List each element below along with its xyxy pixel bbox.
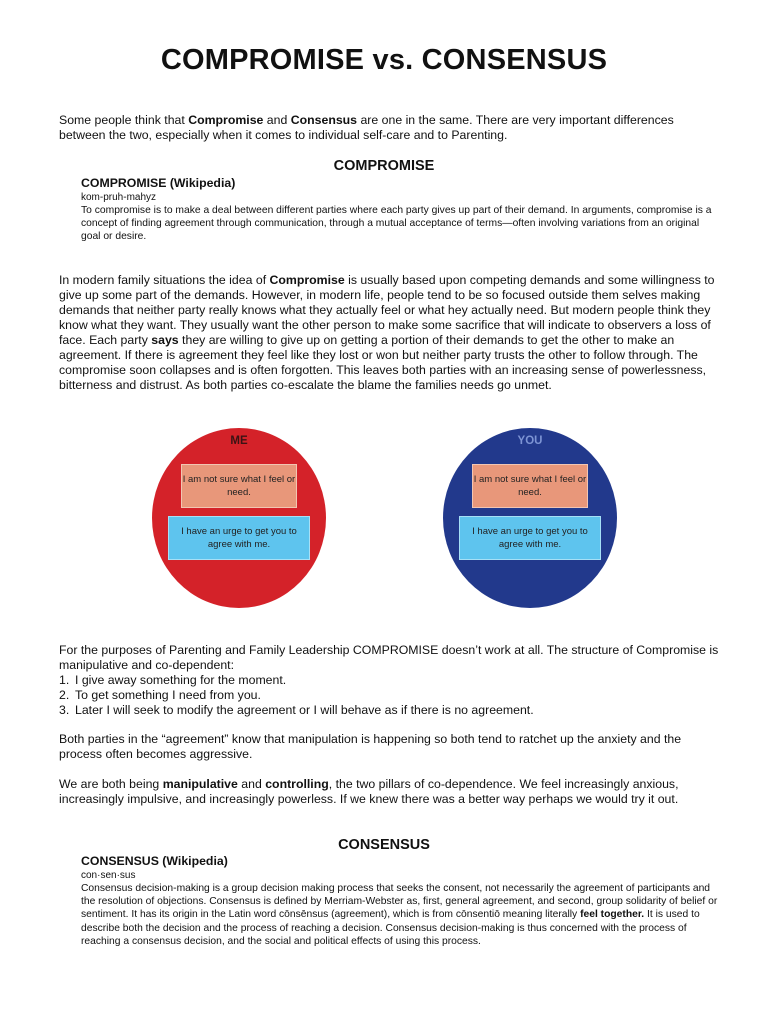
list-item-number: 3.	[59, 703, 70, 717]
consensus-text: It is used to describe both the decision and the process of reaching a decision. Consensus decision-making is thus concerned with the process of reaching a consensus decision, and the social and political effects of using this process.	[81, 909, 700, 947]
manipulative-text: We are both being	[59, 777, 163, 791]
me-feel-box: I am not sure what I feel or need.	[181, 464, 297, 508]
modern-family-paragraph	[59, 273, 719, 393]
modern-family-text: they are willing to give up on getting a portion of their demands to get the other to make an agreement. If there is agreement they feel like they lost or won but neither party trusts the other to follow through. The compromise soon collapses and is often forgotten. This leaves both parties with an increasing sense of powerlessness, bitterness and distrust. As both parties co-escalate the blame the families needs go unmet.	[59, 333, 707, 392]
list-item-text: To get something I need from you.	[75, 688, 261, 702]
me-label: ME	[230, 435, 248, 447]
compromise-pronunciation: kom-pruh-mahyz	[81, 192, 157, 203]
consensus-text: Consensus decision-making is a group decision making process that seeks the consent, not necessarily the agreement of participants and the resolution of objections. Consensus is defined by Merriam-Webster as, first, general agreement, and second, group solidarity of belief or sentiment. It has its origin in the Latin word cōnsēnsus (agreement), which is from cōnsentiō meaning literally	[81, 883, 718, 921]
section-heading-compromise: COMPROMISE	[333, 158, 435, 174]
manipulative-bold: manipulative	[162, 777, 238, 791]
intro-bold-compromise: Compromise	[188, 113, 264, 127]
manipulative-paragraph	[59, 777, 719, 807]
list-item-text: Later I will seek to modify the agreement or I will behave as if there is no agreement.	[75, 703, 534, 717]
manipulative-text: and	[237, 777, 266, 791]
you-label: YOU	[517, 435, 543, 447]
list-item	[59, 703, 719, 718]
section-heading-consensus: CONSENSUS	[338, 837, 430, 853]
intro-text: are one in the same. There are very important differences between the two, especially when it comes to individual self-care and to Parenting.	[59, 113, 674, 142]
list-item	[59, 688, 719, 703]
compromise-definition-text: To compromise is to make a deal between different parties where each party gives up part of their demand. In arguments, compromise is a concept of finding agreement through communication, through a mutual acceptance of terms—often involving variations from an original goal or desire.	[81, 205, 712, 243]
intro-paragraph	[59, 113, 719, 143]
me-urge-box: I have an urge to get you to agree with me.	[168, 516, 310, 560]
page-title: COMPROMISE vs. CONSENSUS	[160, 44, 608, 76]
modern-family-bold-compromise: Compromise	[269, 273, 345, 287]
compromise-definition-block	[81, 176, 721, 244]
purposes-paragraph: For the purposes of Parenting and Family Leadership COMPROMISE doesn’t work at all. The structure of Compromise is manipulative and co-dependent:	[59, 643, 719, 672]
me-circle	[152, 428, 326, 608]
list-item-text: I give away something for the moment.	[75, 673, 287, 687]
consensus-bold-feel-together: feel together.	[580, 909, 645, 921]
consensus-pronunciation: con·sen·sus	[81, 870, 136, 881]
modern-family-text: In modern family situations the idea of	[59, 273, 270, 287]
list-item-number: 1.	[59, 673, 70, 687]
you-urge-box: I have an urge to get you to agree with me.	[459, 516, 601, 560]
both-parties-paragraph: Both parties in the “agreement” know that manipulation is happening so both tend to ratchet up the anxiety and the process often becomes aggressive.	[59, 732, 682, 761]
consensus-definition-text	[81, 882, 721, 948]
list-item-number: 2.	[59, 688, 70, 702]
consensus-definition-block	[81, 854, 721, 948]
intro-text: Some people think that	[59, 113, 189, 127]
compromise-definition-heading: COMPROMISE (Wikipedia)	[81, 176, 236, 190]
intro-bold-consensus: Consensus	[290, 113, 358, 127]
you-circle	[443, 428, 617, 608]
intro-text: and	[263, 113, 291, 127]
modern-family-text: is usually based upon competing demands and some willingness to give up some part of the demands. However, in modern life, people tend to be so focused outside them selves making demands that neither party really knows what they actually feel or what hey actually need. But modern people think they know what they want. They usually want the other person to make some sacrifice that will indicate to observers a loss of face. Each party	[59, 273, 715, 347]
manipulative-text: , the two pillars of co-dependence. We feel increasingly anxious, increasingly impulsive, and increasingly powerless. If we knew there was a better way perhaps we would try it out.	[59, 777, 679, 806]
consensus-definition-heading: CONSENSUS (Wikipedia)	[81, 854, 228, 868]
modern-family-bold-says: says	[151, 333, 179, 347]
numbered-list	[59, 673, 719, 718]
controlling-bold: controlling	[265, 777, 329, 791]
you-feel-box: I am not sure what I feel or need.	[472, 464, 588, 508]
list-item	[59, 673, 719, 688]
